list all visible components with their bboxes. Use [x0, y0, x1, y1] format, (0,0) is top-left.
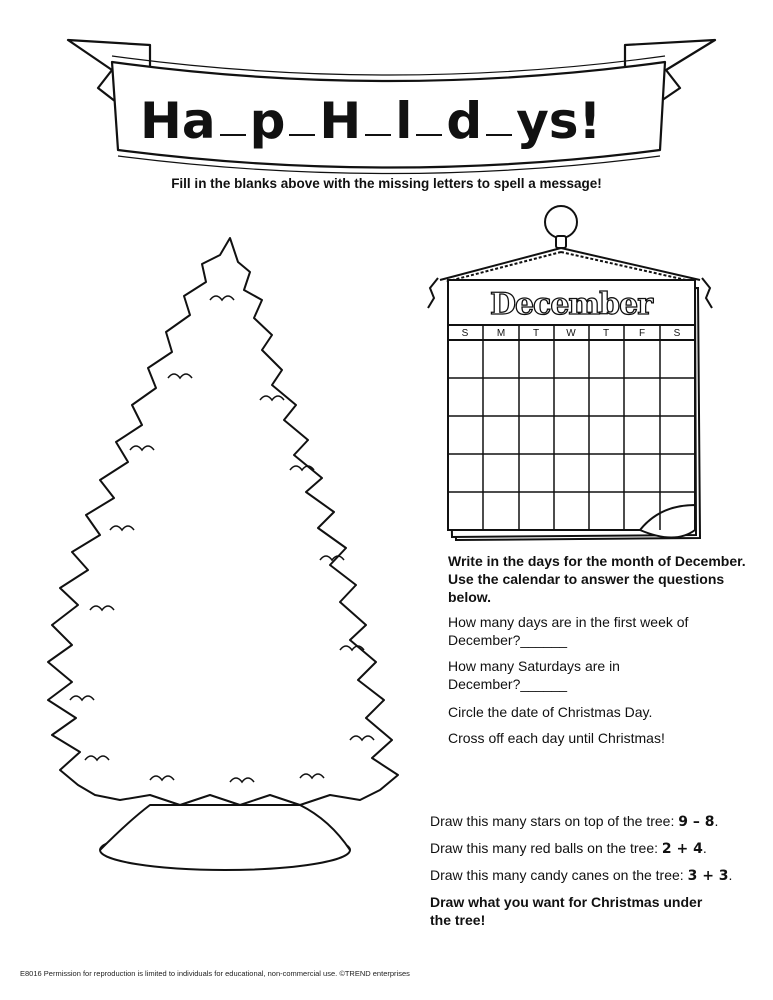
question-first-week: How many days are in the first week of December?______: [448, 614, 689, 648]
banner-instruction: Fill in the blanks above with the missing letters to spell a message!: [171, 176, 602, 191]
draw-balls-line: Draw this many red balls on the tree: 2 + 4.: [430, 840, 707, 857]
question-cross-off: Cross off each day until Christmas!: [448, 730, 665, 746]
draw-stars-text: Draw this many stars on top of the tree:: [430, 813, 675, 829]
banner-part: p: [249, 92, 286, 150]
banner-part: ys!: [516, 92, 602, 150]
question-christmas-day: Circle the date of Christmas Day.: [448, 704, 653, 720]
weekday-label: T: [532, 328, 540, 339]
weekday-label: S: [461, 328, 469, 339]
weekday-label: T: [602, 328, 610, 339]
weekday-label: W: [566, 328, 576, 339]
banner-part: l: [395, 92, 413, 150]
weekday-label: F: [638, 328, 646, 339]
draw-stars-line: Draw this many stars on top of the tree: 9 – 8.: [430, 813, 719, 830]
calendar-instructions: Write in the days for the month of December. Use the calendar to answer the questions below.: [448, 553, 746, 605]
draw-balls-math: 2 + 4: [661, 841, 703, 857]
banner-part: Ha: [140, 92, 216, 150]
banner-part: d: [446, 92, 483, 150]
question-saturdays: How many Saturdays are in December?______: [448, 658, 620, 692]
footer-permission: E8016 Permission for reproduction is limited to individuals for educational, non-commercial use. ©TREND enterprises: [20, 969, 410, 978]
draw-canes-text: Draw this many candy canes on the tree:: [430, 867, 684, 883]
weekday-label: M: [496, 328, 506, 339]
draw-balls-text: Draw this many red balls on the tree:: [430, 840, 658, 856]
calendar-month-title: December: [489, 287, 653, 322]
draw-canes-line: Draw this many candy canes on the tree: 3 + 3.: [430, 867, 733, 884]
draw-stars-math: 9 – 8: [678, 814, 715, 830]
draw-christmas-wish: Draw what you want for Christmas under the tree!: [430, 894, 703, 928]
banner-part: H: [319, 92, 362, 150]
weekday-label: S: [673, 328, 681, 339]
draw-canes-math: 3 + 3: [687, 868, 729, 884]
